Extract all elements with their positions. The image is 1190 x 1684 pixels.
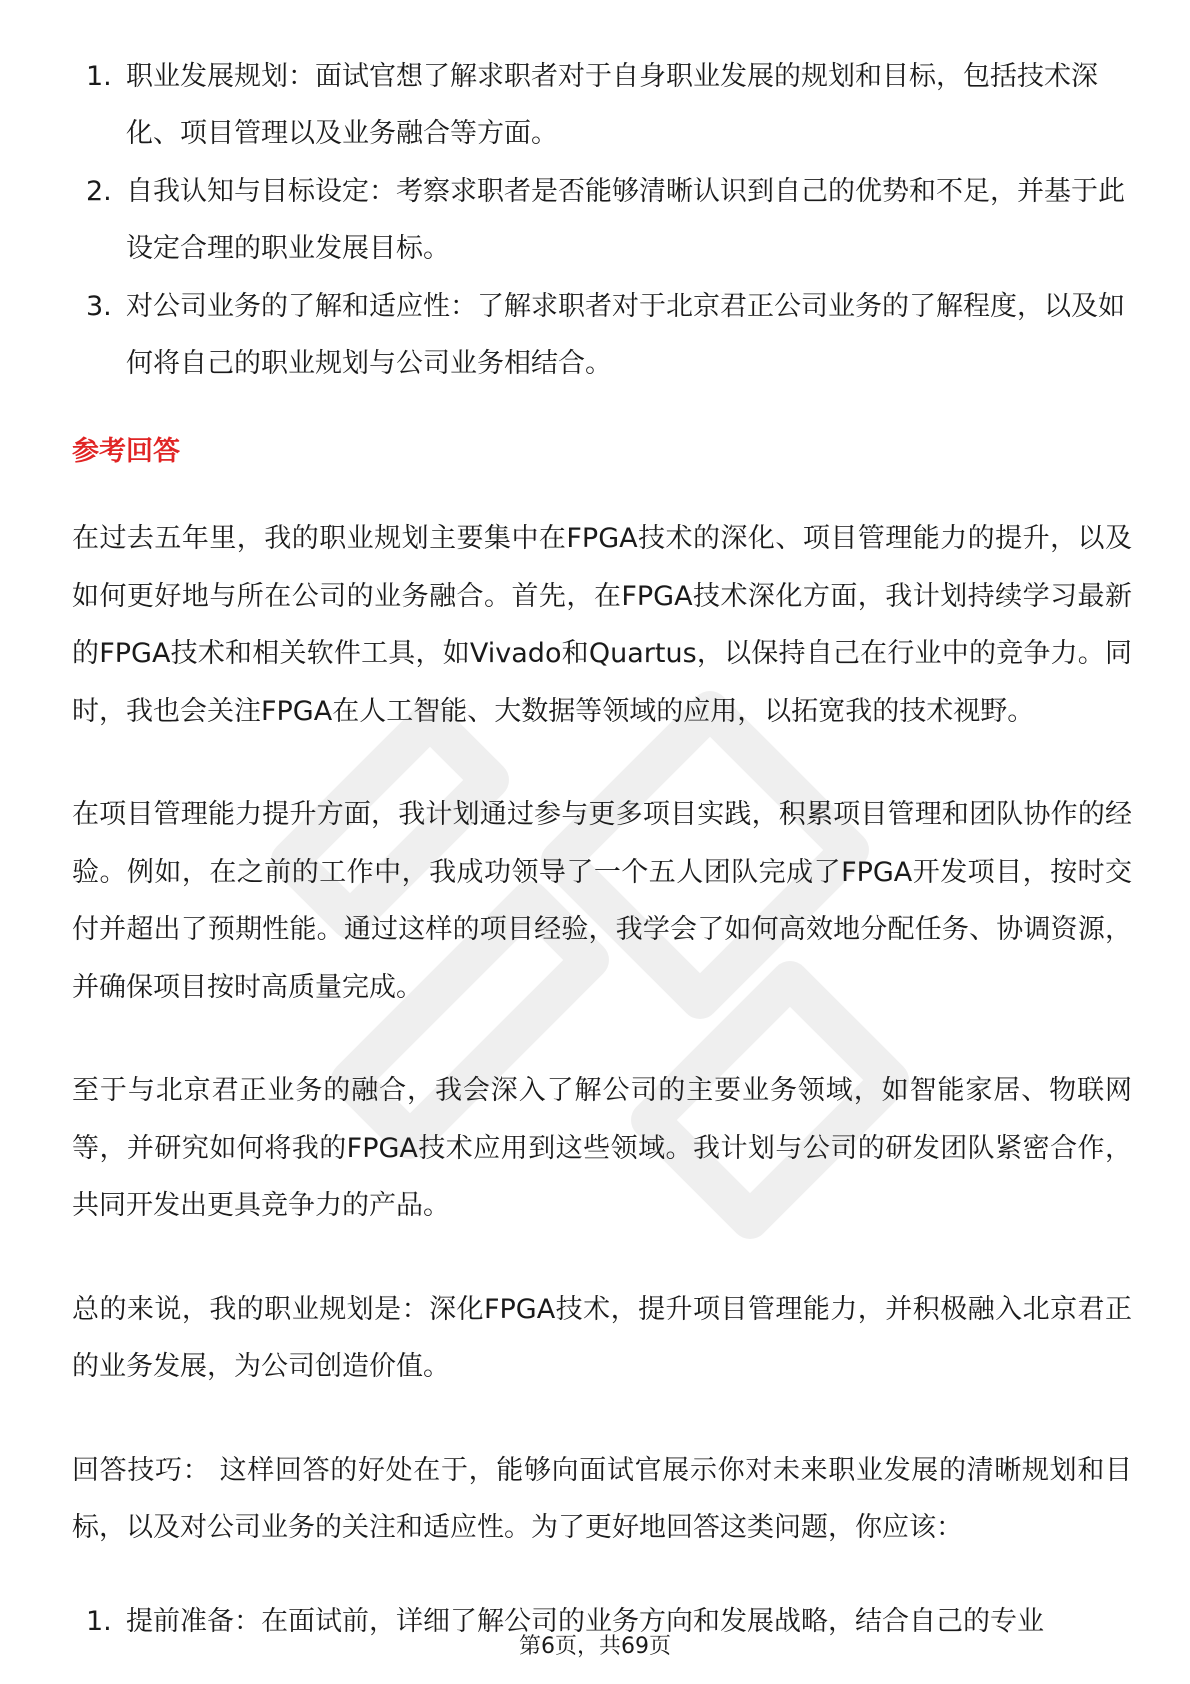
list-item-text: 自我认知与目标设定：考察求职者是否能够清晰认识到自己的优势和不足，并基于此设定合理的职业发展目标。 (126, 176, 1125, 264)
list-item-number: 1. (86, 61, 112, 92)
answer-paragraph: 在过去五年里，我的职业规划主要集中在FPGA技术的深化、项目管理能力的提升，以及如何更好地与所在公司的业务融合。首先，在FPGA技术深化方面，我计划持续学习最新的FPGA技术和相关软件工具，如Vivado和Quartus，以保持自己在行业中的竞争力。同时，我也会关注FPGA在人工智能、大数据等领域的应用，以拓宽我的技术视野。 (72, 523, 1132, 727)
list-item (72, 48, 1132, 162)
list-item-number: 1. (86, 1605, 112, 1637)
answer-paragraph: 至于与北京君正业务的融合，我会深入了解公司的主要业务领域，如智能家居、物联网等，并研究如何将我的FPGA技术应用到这些领域。我计划与公司的研发团队紧密合作，共同开发出更具竞争力的产品。 (72, 1075, 1132, 1221)
answer-paragraph: 在项目管理能力提升方面，我计划通过参与更多项目实践，积累项目管理和团队协作的经验。例如，在之前的工作中，我成功领导了一个五人团队完成了FPGA开发项目，按时交付并超出了预期性能。通过这样的项目经验，我学会了如何高效地分配任务、协调资源，并确保项目按时高质量完成。 (72, 799, 1132, 1003)
answer-paragraph: 总的来说，我的职业规划是：深化FPGA技术，提升项目管理能力，并积极融入北京君正的业务发展，为公司创造价值。 (72, 1293, 1132, 1382)
section-heading: 参考回答 (72, 436, 180, 467)
list-item-number: 3. (86, 291, 112, 322)
tips-paragraph: 回答技巧： 这样回答的好处在于，能够向面试官展示你对未来职业发展的清晰规划和目标，以及对公司业务的关注和适应性。为了更好地回答这类问题，你应该： (72, 1454, 1132, 1543)
document-page (72, 48, 1132, 1651)
list-item (72, 163, 1132, 277)
list-item-text: 提前准备：在面试前，详细了解公司的业务方向和发展战略，结合自己的专业 (126, 1605, 1044, 1637)
page-footer: 第6页，共69页 (519, 1634, 671, 1659)
list-item-text: 职业发展规划：面试官想了解求职者对于自身职业发展的规划和目标，包括技术深化、项目管理以及业务融合等方面。 (126, 61, 1098, 149)
list-item-text: 对公司业务的了解和适应性：了解求职者对于北京君正公司业务的了解程度，以及如何将自己的职业规划与公司业务相结合。 (126, 291, 1125, 379)
list-item (72, 278, 1132, 392)
list-item-number: 2. (86, 176, 112, 207)
intro-list (72, 48, 1132, 392)
